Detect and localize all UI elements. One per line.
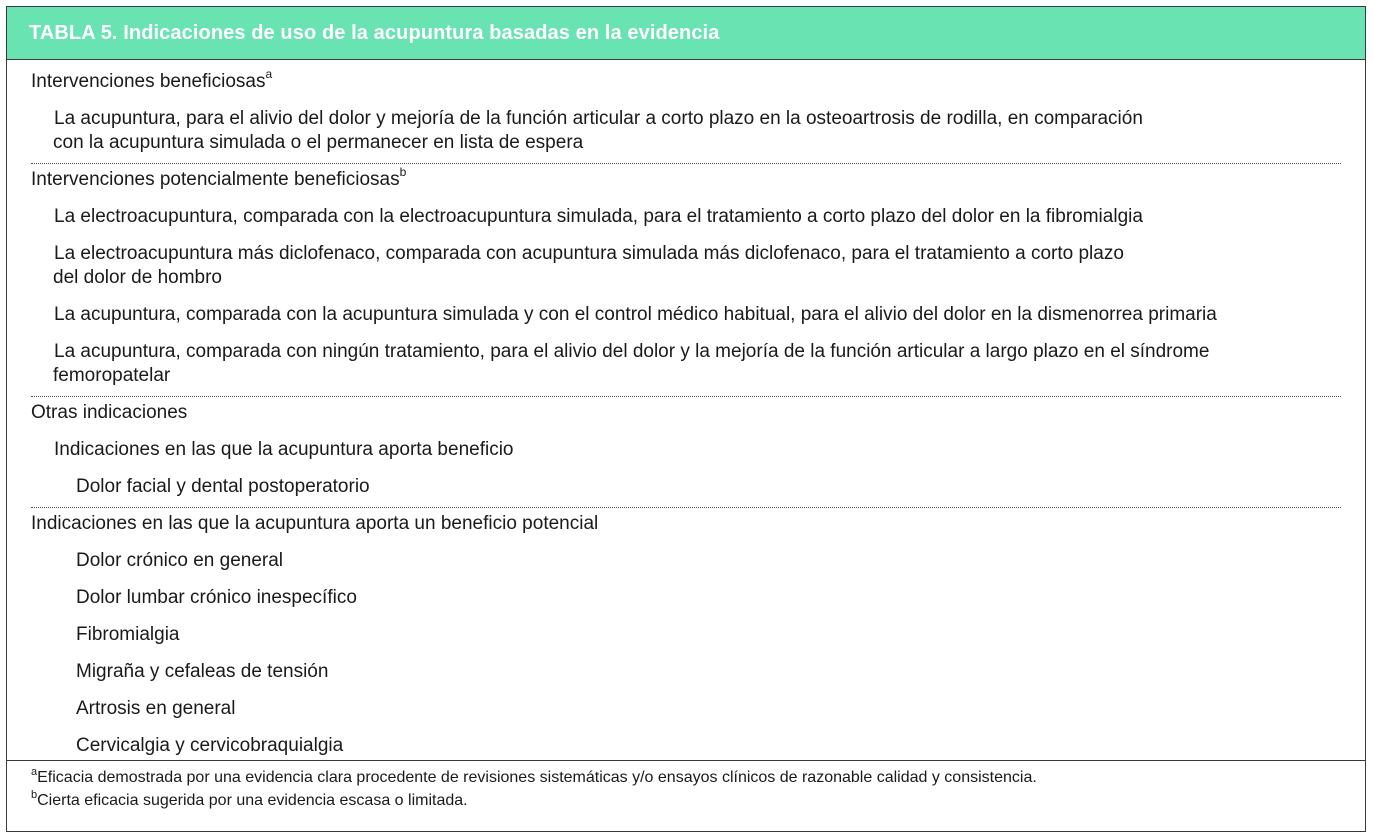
- list-item: La electroacupuntura, comparada con la electroacupuntura simulada, para el tratamiento a corto plazo del dolor en la fibromialgia: [54, 206, 1143, 227]
- section-heading-other: Otras indicaciones: [31, 402, 188, 423]
- list-item: La electroacupuntura más diclofenaco, comparada con acupuntura simulada más diclofenaco, para el tratamiento a corto plazo del dolor de hombro: [53, 243, 1124, 288]
- footnote-b: $^b$Cierta eficacia sugerida por una evidencia escasa o limitada.: [31, 788, 468, 809]
- list-item: La acupuntura, comparada con ningún tratamiento, para el alivio del dolor y la mejoría de la función articular a largo plazo en el síndrome femoropatelar: [53, 341, 1210, 386]
- section-heading-potentially-beneficial: Intervenciones potencialmente beneficiosas$^b$: [31, 164, 407, 190]
- list-item: Migraña y cefaleas de tensión: [76, 661, 329, 682]
- row-separator: [31, 507, 1341, 508]
- footnote-a: $^a$Eficacia demostrada por una evidencia clara procedente de revisiones sistemáticas y/o ensayos clínicos de razonable calidad y consistencia.: [31, 765, 1037, 786]
- section-heading-beneficial: Intervenciones beneficiosas$^a$: [31, 66, 273, 92]
- table-footnotes: [7, 760, 1365, 831]
- list-item: La acupuntura, comparada con la acupuntura simulada y con el control médico habitual, para el alivio del dolor en la dismenorrea primaria: [54, 304, 1217, 325]
- row-separator: [31, 163, 1341, 164]
- table-body: [7, 66, 1365, 758]
- list-item: Dolor lumbar crónico inespecífico: [76, 587, 357, 608]
- evidence-table: [6, 6, 1366, 832]
- list-item: Cervicalgia y cervicobraquialgia: [76, 735, 344, 756]
- section-heading-potential-benefit: Indicaciones en las que la acupuntura aporta un beneficio potencial: [31, 513, 599, 534]
- subheading-benefit: Indicaciones en las que la acupuntura aporta beneficio: [54, 439, 514, 460]
- list-item: La acupuntura, para el alivio del dolor y mejoría de la función articular a corto plazo en la osteoartrosis de rodilla, en comparación con la acupuntura simulada o el permanecer en lista de espera: [53, 108, 1143, 153]
- list-item: Dolor facial y dental postoperatorio: [76, 476, 370, 497]
- list-item: Dolor crónico en general: [76, 550, 284, 571]
- list-item: Fibromialgia: [76, 624, 180, 645]
- row-separator: [31, 396, 1341, 397]
- table-header: [7, 7, 1365, 60]
- list-item: Artrosis en general: [76, 698, 236, 719]
- table-title: TABLA 5. Indicaciones de uso de la acupuntura basadas en la evidencia: [29, 21, 720, 44]
